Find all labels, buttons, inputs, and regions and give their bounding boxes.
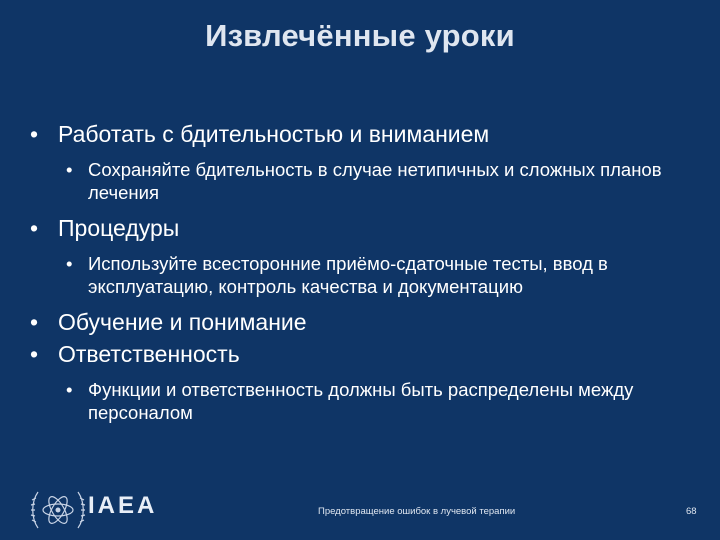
bullet-item [30, 120, 710, 148]
sub-bullet-item [66, 158, 710, 204]
bullet-icon: • [30, 121, 39, 147]
bullet-text: Ответственность [58, 341, 240, 367]
bullet-list [30, 120, 710, 434]
bullet-item [30, 340, 710, 368]
bullet-text: Процедуры [58, 215, 180, 241]
bullet-icon: • [66, 159, 73, 180]
sub-bullet-text: Функции и ответственность должны быть распределены между персоналом [88, 379, 634, 423]
sub-bullet-item [66, 378, 710, 424]
bullet-icon: • [66, 253, 73, 274]
footer [0, 480, 720, 540]
bullet-item [30, 308, 710, 336]
sub-bullet-text: Сохраняйте бдительность в случае нетипичных и сложных планов лечения [88, 159, 662, 203]
sub-bullet-item [66, 252, 710, 298]
bullet-text: Работать с бдительностью и вниманием [58, 121, 490, 147]
bullet-item [30, 214, 710, 242]
slide-title: Извлечённые уроки [205, 18, 515, 53]
bullet-text: Обучение и понимание [58, 309, 307, 335]
bullet-icon: • [66, 379, 73, 400]
iaea-emblem-icon [28, 482, 88, 534]
page-number: 68 [686, 506, 697, 517]
brand-name: IAEA [88, 492, 158, 519]
bullet-icon: • [30, 309, 39, 335]
footer-text: Предотвращение ошибок в лучевой терапии [318, 506, 516, 517]
bullet-icon: • [30, 341, 39, 367]
bullet-icon: • [30, 215, 39, 241]
sub-bullet-text: Используйте всесторонние приёмо-сдаточные тесты, ввод в эксплуатацию, контроль качества и документацию [88, 253, 608, 297]
